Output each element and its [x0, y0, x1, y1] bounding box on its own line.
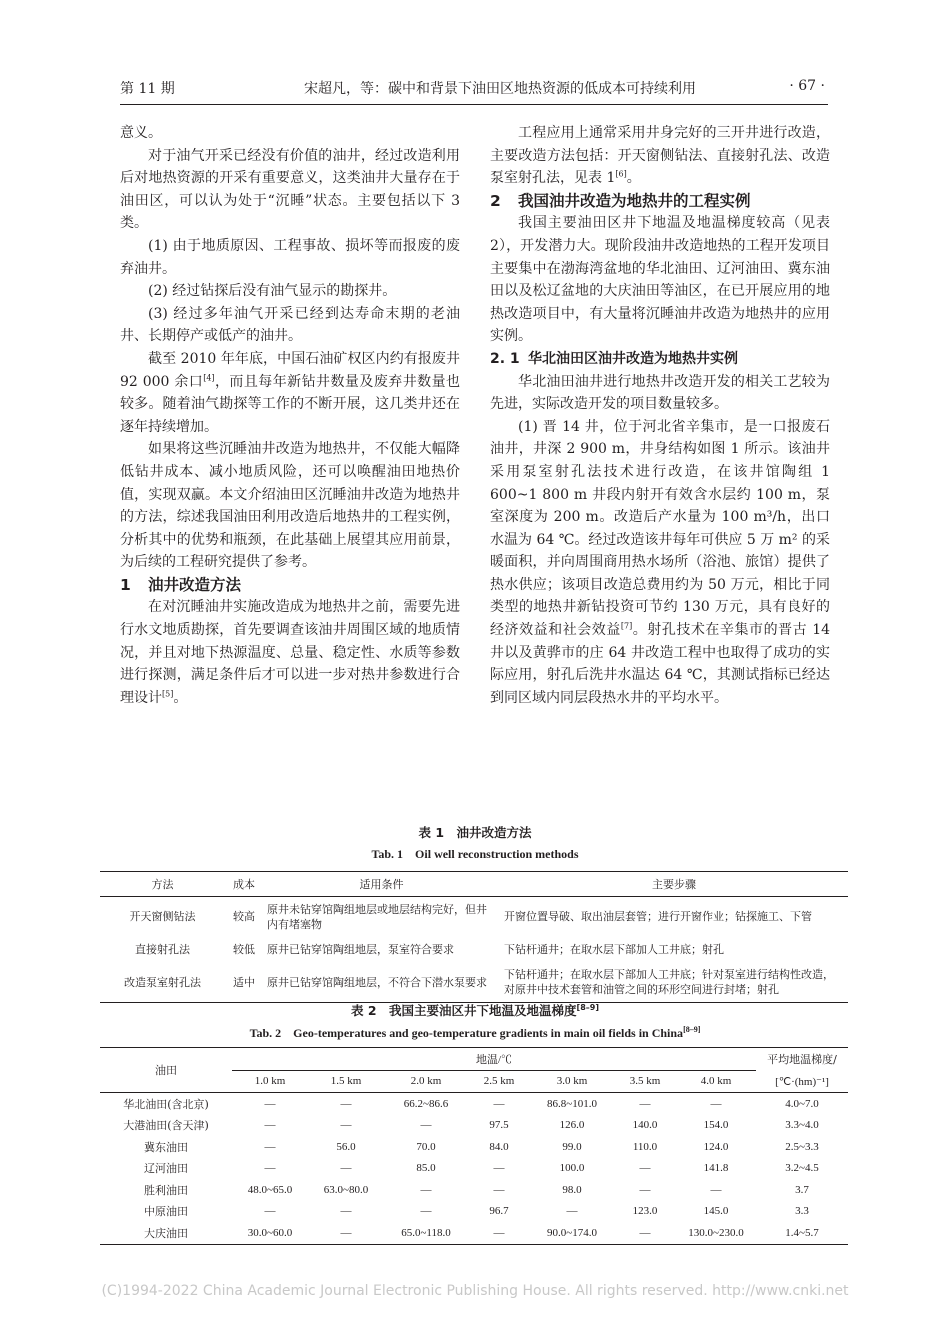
table-cell: — [493, 1162, 505, 1175]
oil-field-name: 中原油田 [144, 1205, 188, 1219]
table-cell: — [308, 1222, 384, 1244]
table-cell: 开窗位置导破、取出油层套管；进行开窗作业；钻探施工、下管 [504, 910, 812, 924]
table-row [100, 1136, 848, 1158]
table-cell: — [340, 1097, 352, 1110]
table-row [100, 937, 848, 963]
text-run: 截至 2010 年年底，中国石油矿权区内约有报废井 92 000 余口 [120, 350, 460, 390]
paragraph: 我国主要油田区井下地温及地温梯度较高（见表 2），开发潜力大。现阶段油井改造地热的工程开发项目主要集中在渤海湾盆地的华北油田、辽河油田、冀东油田以及松辽盆地的大庆油田等油区，在已开展应用的地热改造项目中，有大量将沉睡油井改造为地热井的应用实例。 [490, 215, 830, 345]
page-number: · 67 · [789, 78, 825, 94]
table-cell: 141.8 [703, 1162, 729, 1175]
column-header: 适用条件 [263, 872, 500, 897]
table-cell: 下钻杆通井；在取水层下部加人工井底；针对泵室进行结构性改造，对原井中技术套管和油管之间的环形空间进行封堵；射孔 [500, 963, 848, 1003]
table-header-row [100, 872, 848, 897]
column-header: 方法 [100, 872, 225, 897]
table2-caption-en [100, 1024, 850, 1041]
table-cell: — [639, 1162, 651, 1175]
table-cell: — [614, 1222, 676, 1244]
table-cell: 3.3 [795, 1205, 809, 1218]
section-heading-1 [120, 574, 460, 597]
table-cell: 70.0 [416, 1140, 436, 1153]
table-cell: 开天窗侧钻法 [129, 910, 196, 924]
table-cell: 直接射孔法 [135, 943, 190, 956]
table-cell: — [710, 1183, 722, 1196]
paragraph: 华北油田油井进行地热井改造开发的相关工艺较为先进，实际改造开发的项目数量较多。 [490, 373, 830, 413]
paragraph [120, 596, 460, 709]
table-cell: 145.0 [703, 1205, 729, 1218]
table-row [100, 1222, 848, 1244]
paragraph [490, 416, 830, 710]
section-title: 油井改造方法 [148, 575, 242, 594]
left-column [120, 122, 460, 709]
depth-header: 4.0 km [676, 1070, 756, 1093]
section-heading-2 [490, 190, 830, 213]
table2-body [100, 1093, 848, 1245]
table-cell: 99.0 [562, 1140, 582, 1153]
caption-text: Tab. 2 Geo-temperatures and geo-temperature gradients in main oil fields in China [249, 1026, 684, 1040]
table-cell: 124.0 [703, 1140, 729, 1153]
table-cell: 改造泵室射孔法 [100, 963, 225, 1003]
table-cell: 原井未钻穿馆陶组地层或地层结构完好，但井内有堵塞物 [267, 902, 487, 931]
citation[interactable]: [7] [620, 621, 633, 631]
table-cell: — [264, 1097, 276, 1110]
oil-field-name: 华北油田(含北京) [123, 1097, 209, 1111]
table1 [100, 871, 848, 1003]
section-title: 我国油井改造为地热井的工程实例 [518, 191, 751, 210]
table-cell: — [493, 1097, 505, 1110]
depth-header: 1.0 km [232, 1070, 308, 1093]
section-number: 1 [120, 575, 131, 594]
paragraph: 意义。 [120, 125, 162, 141]
table-cell: 66.2~86.6 [403, 1097, 449, 1110]
table-cell: 原井已钻穿馆陶组地层，不符合下潜水泵要求 [263, 963, 500, 1003]
table-row [100, 963, 848, 1003]
caption-text: 表 2 我国主要油区井下地温及地温梯度 [350, 1003, 577, 1018]
table-cell: 84.0 [489, 1140, 509, 1153]
table-cell: 3.2~4.5 [785, 1162, 819, 1175]
issue-number: 第 11 期 [120, 81, 175, 97]
text-run: 。 [626, 170, 641, 187]
table-row [100, 1093, 848, 1115]
table-cell: 下钻杆通井；在取水层下部加人工井底；射孔 [504, 943, 724, 956]
table-cell: 适中 [225, 963, 263, 1003]
text-run: ，而且每年新钻井数量及废弃井数量也较多。随着油气勘探等工作的不断开展，这几类井还在逐年持续增加。 [120, 373, 461, 435]
depth-header: 1.5 km [308, 1070, 384, 1093]
oil-field-name: 辽河油田 [144, 1162, 188, 1176]
table-cell: — [420, 1205, 432, 1218]
table-cell: 123.0 [632, 1205, 658, 1218]
citation[interactable]: [8–9] [576, 1002, 599, 1012]
table-cell: 1.4~5.7 [756, 1222, 848, 1244]
table-cell: — [420, 1119, 432, 1132]
table-cell: 96.7 [489, 1205, 509, 1218]
oil-field-name: 胜利油田 [144, 1183, 188, 1197]
oil-field-name: 冀东油田 [144, 1140, 188, 1154]
table-cell: — [340, 1119, 352, 1132]
column-header-field: 油田 [100, 1048, 232, 1093]
paragraph [490, 122, 830, 190]
depth-header: 3.5 km [614, 1070, 676, 1093]
table-cell: 3.7 [795, 1183, 809, 1196]
oil-field-name: 大庆油田 [100, 1222, 232, 1244]
header-rule [120, 104, 828, 105]
paragraph: 对于油气开采已经没有价值的油井，经过改造利用后对地热资源的开采有重要意义，这类油井大量存在于油田区，可以认为处于“沉睡”状态。主要包括以下 3 类。 [120, 147, 460, 232]
table-cell: — [468, 1222, 530, 1244]
table-cell: 63.0~80.0 [323, 1183, 369, 1196]
copyright-footer: (C)1994-2022 China Academic Journal Electronic Publishing House. All rights reserved. http://www.cnki.net [101, 1283, 849, 1299]
depth-header: 3.0 km [530, 1070, 614, 1093]
table-cell: 较高 [233, 910, 255, 924]
text-run: 。射孔技术在辛集市的晋古 14 井以及黄骅市的庄 64 井改造工程中也取得了成功的实际应用，射孔后洗井水温达 64 ℃，其测试指标已经达到同区域内同层段热水井的平均水平。 [490, 622, 831, 706]
table-cell: — [493, 1183, 505, 1196]
table-cell: — [420, 1183, 432, 1196]
citation[interactable]: [6] [615, 169, 627, 179]
table-cell: 154.0 [703, 1119, 729, 1132]
table-cell: 原井已钻穿馆陶组地层，泵室符合要求 [267, 943, 454, 956]
table1-caption-cn: 表 1 油井改造方法 [418, 825, 532, 840]
paragraph: (1) 由于地质原因、工程事故、损坏等而报废的废弃油井。 [120, 237, 460, 277]
column-header: 主要步骤 [500, 872, 848, 897]
table-row [100, 897, 848, 937]
depth-header: 2.0 km [384, 1070, 468, 1093]
citation[interactable]: [4] [203, 372, 215, 382]
table-cell: 3.3~4.0 [785, 1119, 819, 1132]
table-cell: 98.0 [562, 1183, 582, 1196]
right-column [490, 122, 830, 709]
table-cell: 较低 [233, 943, 255, 956]
subsection-heading-2-1 [490, 348, 830, 371]
table-cell: 85.0 [416, 1162, 436, 1175]
table-cell: 97.5 [489, 1119, 509, 1132]
text-run: 工程应用上通常采用井身完好的三开井进行改造，主要改造方法包括：开天窗侧钻法、直接射孔法、改造泵室射孔法，见表 1 [490, 125, 830, 187]
paragraph: 如果将这些沉睡油井改造为地热井，不仅能大幅降低钻井成本、减小地质风险，还可以唤醒油田地热价值，实现双赢。本文介绍油田区沉睡油井改造为地热井的方法，综述我国油田利用改造后地热井的工程实例，分析其中的优势和瓶颈，在此基础上展望其应用前景，为后续的工程研究提供了参考。 [120, 441, 460, 571]
citation[interactable]: [8–9] [683, 1025, 701, 1034]
table-cell: — [264, 1205, 276, 1218]
table-cell: — [639, 1183, 651, 1196]
paragraph: (3) 经过多年油气开采已经到达寿命末期的老油井、长期停产或低产的油井。 [120, 305, 460, 345]
table-row [100, 1179, 848, 1201]
table-cell: 100.0 [559, 1162, 585, 1175]
table-cell: — [639, 1097, 651, 1110]
table-cell: 4.0~7.0 [785, 1097, 819, 1110]
table-cell: 110.0 [632, 1140, 658, 1153]
table-cell: — [340, 1205, 352, 1218]
citation[interactable]: [5] [162, 689, 174, 699]
table-cell: 56.0 [336, 1140, 356, 1153]
table-cell: 30.0~60.0 [232, 1222, 308, 1244]
paragraph: (2) 经过钻探后没有油气显示的勘探井。 [148, 283, 397, 300]
table-cell: 48.0~65.0 [247, 1183, 293, 1196]
table1-caption-en: Tab. 1 Oil well reconstruction methods [371, 847, 579, 861]
table-cell: 90.0~174.0 [530, 1222, 614, 1244]
table-row [100, 1115, 848, 1137]
table-cell: 86.8~101.0 [547, 1097, 597, 1110]
table-cell: 140.0 [632, 1119, 658, 1132]
column-header: 成本 [225, 872, 263, 897]
paragraph [120, 348, 460, 438]
table-header-row [100, 1048, 848, 1071]
table-cell: — [340, 1162, 352, 1175]
text-run: (1) 晋 14 井，位于河北省辛集市，是一口报废石油井，井深 2 900 m，井身结构如图 1 所示。该油井采用泵室射孔法技术进行改造，在该井馆陶组 1 600~1 800 m 井段内射开有效含水层约 100 m，泵室深度为 200 m。改造后产水量为 100 m³/h，出口水温为 64 ℃。经过改造该井每年可供应 5 万 m² 的采暖面积，并向周围商用热水场所（浴池、旅馆）提供了热水供应；该项目改造总费用约为 50 万元，相比于同类型的地热井新钻投资可节约 130 万元，具有良好的经济效益和社会效益 [490, 418, 830, 639]
table2 [100, 1047, 848, 1245]
text-run: 。 [173, 689, 188, 706]
table2-caption-cn [100, 1001, 850, 1019]
table-cell: 65.0~118.0 [384, 1222, 468, 1244]
table-cell: 126.0 [559, 1119, 585, 1132]
subsection-title: 华北油田区油井改造为地热井实例 [528, 350, 738, 367]
depth-header: 2.5 km [468, 1070, 530, 1093]
section-number: 2 [490, 191, 501, 210]
column-header-gradient: 平均地温梯度/ [756, 1048, 848, 1071]
table-cell: — [566, 1205, 578, 1218]
oil-field-name: 大港油田(含天津) [123, 1119, 209, 1133]
subsection-number: 2. 1 [490, 350, 520, 367]
table-cell: 130.0~230.0 [676, 1222, 756, 1244]
table-cell: 2.5~3.3 [785, 1140, 819, 1153]
column-header-temp: 地温/℃ [232, 1048, 756, 1071]
table-cell: — [264, 1162, 276, 1175]
table-cell: — [710, 1097, 722, 1110]
table-row [100, 1158, 848, 1180]
column-header-gradient-unit: [℃·(hm)⁻¹] [756, 1070, 848, 1093]
text-run: 在对沉睡油井实施改造成为地热井之前，需要先进行水文地质勘探，首先要调查该油井周围区域的地质情况，并且对地下热源温度、总量、稳定性、水质等参数进行探测，满足条件后才可以进一步对热井参数进行合理设计 [120, 599, 460, 706]
table-row [100, 1201, 848, 1223]
table-cell: — [264, 1119, 276, 1132]
running-title: 宋超凡，等：碳中和背景下油田区地热资源的低成本可持续利用 [304, 81, 696, 97]
table-cell: — [264, 1140, 276, 1153]
